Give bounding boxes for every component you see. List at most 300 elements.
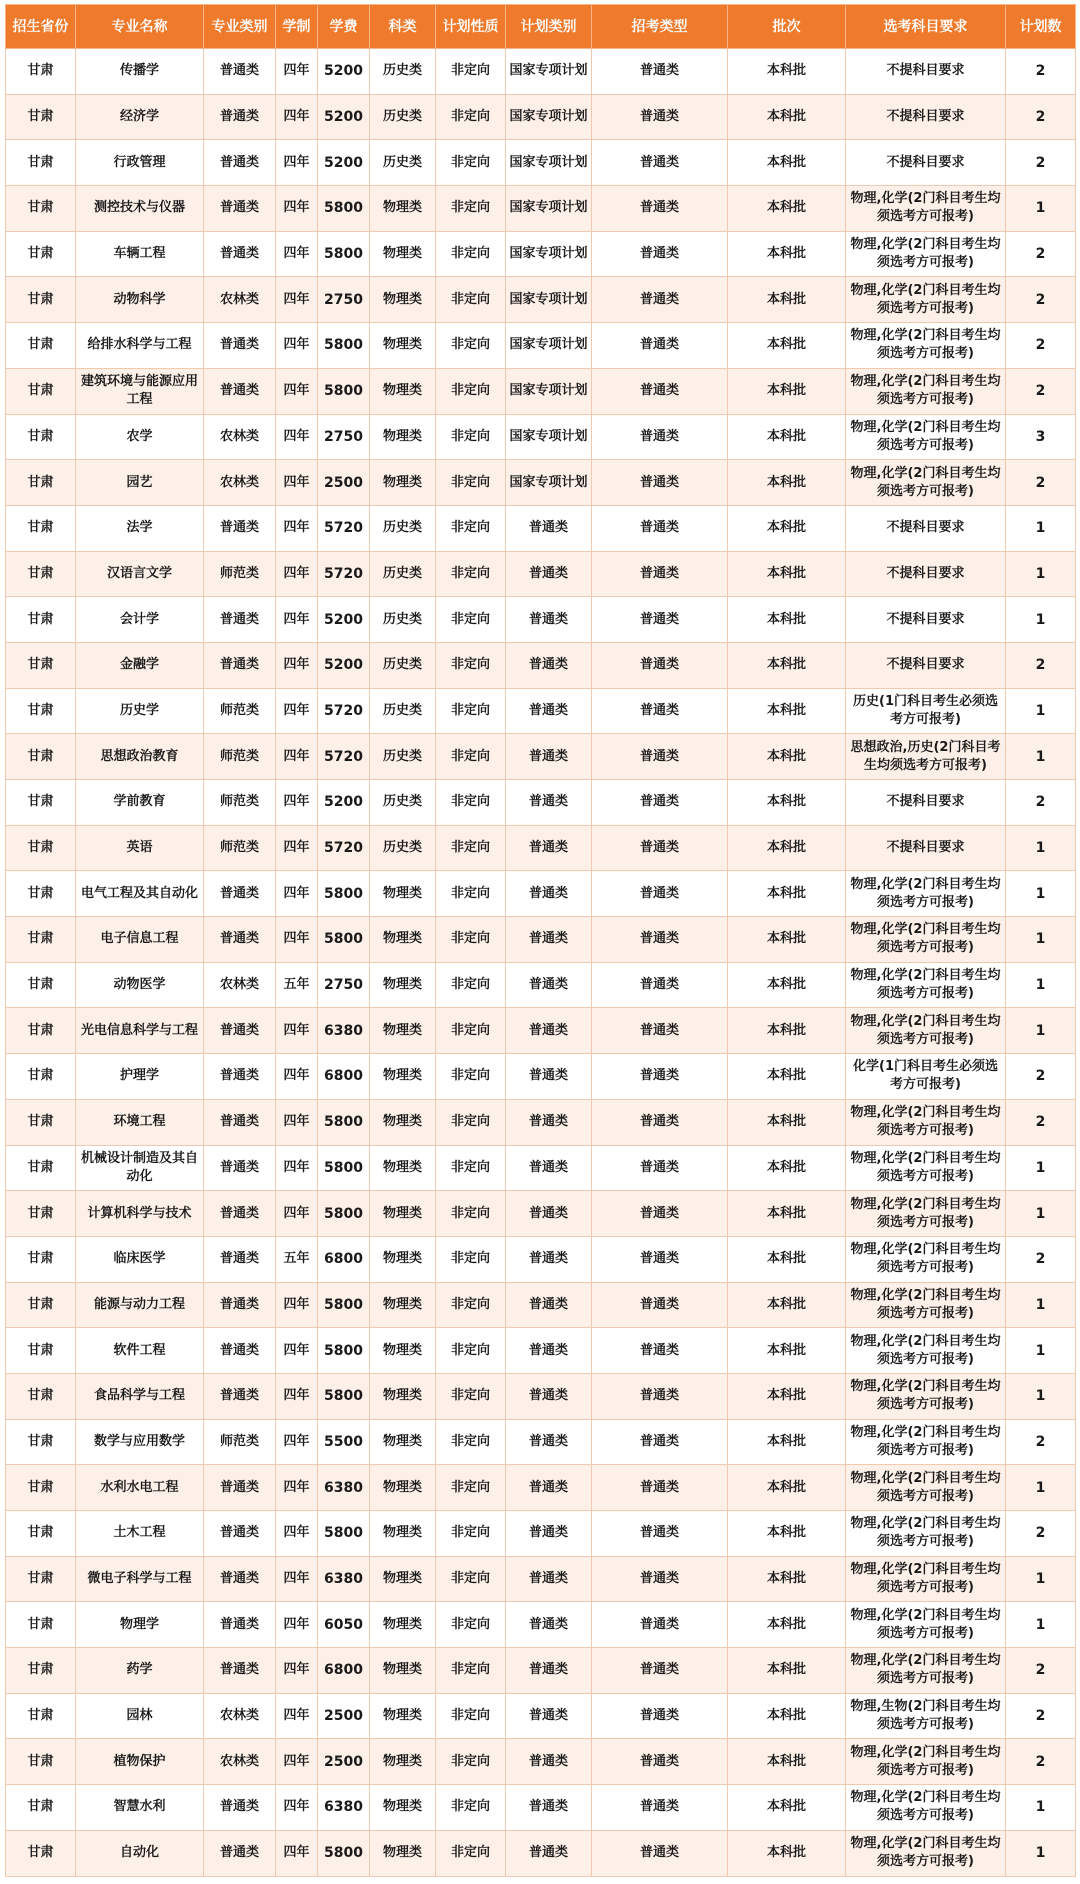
cell-exam-type: 普通类 [592, 871, 728, 917]
cell-major-name: 建筑环境与能源应用工程 [76, 368, 204, 414]
cell-major-category: 师范类 [204, 780, 276, 826]
cell-exam-type: 普通类 [592, 231, 728, 277]
cell-subject-requirement: 物理,生物(2门科目考生均须选考方可报考) [846, 1693, 1006, 1739]
header-plan-count: 计划数 [1006, 5, 1076, 49]
cell-subject-requirement: 不提科目要求 [846, 49, 1006, 95]
cell-province: 甘肃 [6, 1693, 76, 1739]
cell-major-name: 传播学 [76, 49, 204, 95]
cell-major-category: 普通类 [204, 323, 276, 369]
cell-major-category: 普通类 [204, 140, 276, 186]
cell-duration: 四年 [276, 780, 318, 826]
cell-province: 甘肃 [6, 551, 76, 597]
cell-province: 甘肃 [6, 962, 76, 1008]
cell-tuition: 5200 [318, 642, 370, 688]
cell-plan-type: 普通类 [506, 1236, 592, 1282]
cell-exam-type: 普通类 [592, 642, 728, 688]
cell-plan-nature: 非定向 [436, 1054, 506, 1100]
cell-plan-count: 2 [1006, 1419, 1076, 1465]
cell-exam-type: 普通类 [592, 1099, 728, 1145]
cell-plan-nature: 非定向 [436, 140, 506, 186]
cell-major-category: 师范类 [204, 1419, 276, 1465]
cell-exam-type: 普通类 [592, 1054, 728, 1100]
cell-subject-track: 物理类 [370, 1511, 436, 1557]
cell-exam-type: 普通类 [592, 1739, 728, 1785]
cell-tuition: 6800 [318, 1236, 370, 1282]
cell-major-category: 师范类 [204, 688, 276, 734]
cell-exam-type: 普通类 [592, 1511, 728, 1557]
table-row [6, 871, 1076, 917]
cell-tuition: 5200 [318, 780, 370, 826]
admission-plan-table [5, 4, 1076, 1877]
cell-plan-nature: 非定向 [436, 1511, 506, 1557]
cell-duration: 四年 [276, 368, 318, 414]
table-row [6, 1648, 1076, 1694]
cell-major-category: 普通类 [204, 642, 276, 688]
cell-batch: 本科批 [728, 1054, 846, 1100]
cell-plan-type: 普通类 [506, 1511, 592, 1557]
cell-major-category: 普通类 [204, 1328, 276, 1374]
cell-duration: 四年 [276, 1465, 318, 1511]
cell-subject-track: 物理类 [370, 1602, 436, 1648]
cell-major-category: 普通类 [204, 1465, 276, 1511]
cell-plan-nature: 非定向 [436, 1373, 506, 1419]
cell-major-category: 普通类 [204, 1236, 276, 1282]
cell-subject-track: 物理类 [370, 1099, 436, 1145]
cell-major-name: 电子信息工程 [76, 917, 204, 963]
cell-plan-count: 1 [1006, 1282, 1076, 1328]
cell-major-name: 软件工程 [76, 1328, 204, 1374]
cell-province: 甘肃 [6, 140, 76, 186]
cell-plan-type: 普通类 [506, 1419, 592, 1465]
cell-major-name: 法学 [76, 505, 204, 551]
cell-exam-type: 普通类 [592, 1556, 728, 1602]
header-subject-requirement: 选考科目要求 [846, 5, 1006, 49]
cell-plan-nature: 非定向 [436, 780, 506, 826]
cell-plan-type: 普通类 [506, 871, 592, 917]
table-row [6, 414, 1076, 460]
cell-plan-nature: 非定向 [436, 231, 506, 277]
cell-major-category: 师范类 [204, 825, 276, 871]
cell-subject-track: 物理类 [370, 1373, 436, 1419]
cell-subject-track: 物理类 [370, 1830, 436, 1876]
cell-plan-nature: 非定向 [436, 1191, 506, 1237]
cell-subject-track: 物理类 [370, 1648, 436, 1694]
cell-tuition: 2500 [318, 460, 370, 506]
cell-exam-type: 普通类 [592, 140, 728, 186]
cell-batch: 本科批 [728, 1830, 846, 1876]
cell-major-category: 普通类 [204, 231, 276, 277]
cell-plan-count: 1 [1006, 186, 1076, 232]
cell-major-category: 农林类 [204, 414, 276, 460]
cell-plan-type: 国家专项计划 [506, 94, 592, 140]
cell-major-name: 计算机科学与技术 [76, 1191, 204, 1237]
table-header [6, 5, 1076, 49]
table-row [6, 917, 1076, 963]
cell-major-category: 师范类 [204, 734, 276, 780]
cell-province: 甘肃 [6, 1511, 76, 1557]
cell-plan-nature: 非定向 [436, 1008, 506, 1054]
cell-batch: 本科批 [728, 368, 846, 414]
cell-duration: 四年 [276, 231, 318, 277]
cell-major-category: 普通类 [204, 1785, 276, 1831]
cell-major-category: 普通类 [204, 917, 276, 963]
table-row [6, 49, 1076, 95]
cell-subject-requirement: 物理,化学(2门科目考生均须选考方可报考) [846, 1282, 1006, 1328]
cell-major-name: 金融学 [76, 642, 204, 688]
table-row [6, 323, 1076, 369]
cell-plan-type: 国家专项计划 [506, 49, 592, 95]
cell-province: 甘肃 [6, 642, 76, 688]
cell-major-name: 会计学 [76, 597, 204, 643]
cell-duration: 五年 [276, 1236, 318, 1282]
cell-exam-type: 普通类 [592, 1282, 728, 1328]
cell-major-category: 普通类 [204, 505, 276, 551]
table-body [6, 49, 1076, 1877]
cell-major-name: 药学 [76, 1648, 204, 1694]
header-row [6, 5, 1076, 49]
table-row [6, 1373, 1076, 1419]
cell-plan-count: 1 [1006, 1465, 1076, 1511]
cell-subject-track: 物理类 [370, 917, 436, 963]
cell-batch: 本科批 [728, 780, 846, 826]
cell-plan-nature: 非定向 [436, 1693, 506, 1739]
cell-subject-track: 物理类 [370, 962, 436, 1008]
cell-exam-type: 普通类 [592, 597, 728, 643]
cell-subject-track: 物理类 [370, 277, 436, 323]
cell-plan-count: 2 [1006, 1054, 1076, 1100]
table-row [6, 140, 1076, 186]
cell-batch: 本科批 [728, 1511, 846, 1557]
cell-batch: 本科批 [728, 1556, 846, 1602]
cell-major-name: 学前教育 [76, 780, 204, 826]
cell-plan-nature: 非定向 [436, 1739, 506, 1785]
cell-subject-requirement: 物理,化学(2门科目考生均须选考方可报考) [846, 962, 1006, 1008]
cell-subject-requirement: 不提科目要求 [846, 505, 1006, 551]
cell-province: 甘肃 [6, 49, 76, 95]
cell-tuition: 6380 [318, 1465, 370, 1511]
cell-plan-count: 2 [1006, 277, 1076, 323]
table-row [6, 1556, 1076, 1602]
cell-batch: 本科批 [728, 1693, 846, 1739]
cell-subject-track: 历史类 [370, 597, 436, 643]
cell-subject-track: 物理类 [370, 1465, 436, 1511]
cell-exam-type: 普通类 [592, 962, 728, 1008]
cell-province: 甘肃 [6, 1054, 76, 1100]
cell-batch: 本科批 [728, 688, 846, 734]
cell-tuition: 6380 [318, 1785, 370, 1831]
cell-subject-track: 物理类 [370, 1419, 436, 1465]
cell-major-category: 普通类 [204, 1648, 276, 1694]
cell-duration: 四年 [276, 597, 318, 643]
cell-subject-requirement: 物理,化学(2门科目考生均须选考方可报考) [846, 1556, 1006, 1602]
cell-duration: 四年 [276, 414, 318, 460]
cell-subject-track: 物理类 [370, 1236, 436, 1282]
cell-duration: 四年 [276, 1693, 318, 1739]
table-row [6, 780, 1076, 826]
cell-duration: 五年 [276, 962, 318, 1008]
cell-duration: 四年 [276, 871, 318, 917]
cell-plan-nature: 非定向 [436, 1145, 506, 1191]
cell-major-category: 普通类 [204, 1373, 276, 1419]
header-plan-nature: 计划性质 [436, 5, 506, 49]
cell-plan-type: 普通类 [506, 917, 592, 963]
cell-plan-count: 2 [1006, 140, 1076, 186]
cell-province: 甘肃 [6, 871, 76, 917]
cell-batch: 本科批 [728, 323, 846, 369]
cell-major-category: 普通类 [204, 186, 276, 232]
cell-tuition: 5800 [318, 1099, 370, 1145]
cell-plan-type: 普通类 [506, 1648, 592, 1694]
cell-batch: 本科批 [728, 460, 846, 506]
cell-major-name: 土木工程 [76, 1511, 204, 1557]
cell-exam-type: 普通类 [592, 1008, 728, 1054]
cell-plan-nature: 非定向 [436, 1465, 506, 1511]
cell-plan-type: 普通类 [506, 1739, 592, 1785]
cell-subject-requirement: 物理,化学(2门科目考生均须选考方可报考) [846, 277, 1006, 323]
cell-subject-requirement: 物理,化学(2门科目考生均须选考方可报考) [846, 1648, 1006, 1694]
cell-plan-nature: 非定向 [436, 1099, 506, 1145]
cell-plan-count: 2 [1006, 1236, 1076, 1282]
cell-province: 甘肃 [6, 1328, 76, 1374]
cell-exam-type: 普通类 [592, 917, 728, 963]
cell-batch: 本科批 [728, 551, 846, 597]
cell-major-name: 水利水电工程 [76, 1465, 204, 1511]
cell-tuition: 5720 [318, 825, 370, 871]
cell-duration: 四年 [276, 94, 318, 140]
cell-subject-track: 物理类 [370, 1556, 436, 1602]
cell-plan-nature: 非定向 [436, 414, 506, 460]
cell-tuition: 5720 [318, 551, 370, 597]
cell-subject-requirement: 物理,化学(2门科目考生均须选考方可报考) [846, 1602, 1006, 1648]
cell-major-name: 历史学 [76, 688, 204, 734]
cell-tuition: 5720 [318, 734, 370, 780]
cell-plan-type: 普通类 [506, 780, 592, 826]
cell-subject-requirement: 不提科目要求 [846, 780, 1006, 826]
cell-exam-type: 普通类 [592, 323, 728, 369]
cell-batch: 本科批 [728, 871, 846, 917]
cell-plan-count: 1 [1006, 917, 1076, 963]
cell-exam-type: 普通类 [592, 1236, 728, 1282]
cell-major-name: 机械设计制造及其自动化 [76, 1145, 204, 1191]
cell-province: 甘肃 [6, 460, 76, 506]
cell-plan-count: 1 [1006, 871, 1076, 917]
cell-major-name: 电气工程及其自动化 [76, 871, 204, 917]
cell-plan-type: 国家专项计划 [506, 323, 592, 369]
cell-batch: 本科批 [728, 1282, 846, 1328]
cell-batch: 本科批 [728, 1739, 846, 1785]
cell-province: 甘肃 [6, 505, 76, 551]
cell-plan-nature: 非定向 [436, 368, 506, 414]
cell-duration: 四年 [276, 551, 318, 597]
cell-plan-nature: 非定向 [436, 1648, 506, 1694]
cell-exam-type: 普通类 [592, 1419, 728, 1465]
cell-plan-nature: 非定向 [436, 1236, 506, 1282]
table-row [6, 1099, 1076, 1145]
cell-subject-track: 历史类 [370, 505, 436, 551]
cell-exam-type: 普通类 [592, 414, 728, 460]
cell-subject-requirement: 物理,化学(2门科目考生均须选考方可报考) [846, 1099, 1006, 1145]
cell-subject-requirement: 不提科目要求 [846, 597, 1006, 643]
cell-exam-type: 普通类 [592, 94, 728, 140]
cell-batch: 本科批 [728, 1602, 846, 1648]
cell-major-category: 农林类 [204, 1693, 276, 1739]
cell-exam-type: 普通类 [592, 49, 728, 95]
cell-major-category: 普通类 [204, 1511, 276, 1557]
cell-exam-type: 普通类 [592, 505, 728, 551]
cell-major-category: 普通类 [204, 871, 276, 917]
cell-plan-type: 普通类 [506, 597, 592, 643]
cell-duration: 四年 [276, 186, 318, 232]
cell-batch: 本科批 [728, 94, 846, 140]
cell-plan-type: 普通类 [506, 825, 592, 871]
cell-plan-nature: 非定向 [436, 1785, 506, 1831]
cell-tuition: 2750 [318, 414, 370, 460]
cell-plan-type: 普通类 [506, 551, 592, 597]
cell-exam-type: 普通类 [592, 1785, 728, 1831]
cell-plan-type: 国家专项计划 [506, 231, 592, 277]
cell-batch: 本科批 [728, 734, 846, 780]
cell-exam-type: 普通类 [592, 1373, 728, 1419]
cell-major-category: 普通类 [204, 49, 276, 95]
cell-major-name: 植物保护 [76, 1739, 204, 1785]
cell-tuition: 5720 [318, 688, 370, 734]
cell-subject-requirement: 化学(1门科目考生必须选考方可报考) [846, 1054, 1006, 1100]
cell-subject-track: 物理类 [370, 186, 436, 232]
cell-plan-type: 普通类 [506, 1373, 592, 1419]
cell-subject-track: 物理类 [370, 231, 436, 277]
cell-major-category: 普通类 [204, 1556, 276, 1602]
cell-batch: 本科批 [728, 1648, 846, 1694]
cell-plan-count: 1 [1006, 1008, 1076, 1054]
cell-province: 甘肃 [6, 1419, 76, 1465]
cell-duration: 四年 [276, 323, 318, 369]
cell-subject-track: 物理类 [370, 871, 436, 917]
cell-batch: 本科批 [728, 642, 846, 688]
cell-duration: 四年 [276, 1282, 318, 1328]
cell-exam-type: 普通类 [592, 460, 728, 506]
cell-plan-type: 国家专项计划 [506, 277, 592, 323]
cell-province: 甘肃 [6, 1830, 76, 1876]
cell-tuition: 5800 [318, 917, 370, 963]
cell-plan-count: 1 [1006, 1373, 1076, 1419]
cell-major-category: 普通类 [204, 94, 276, 140]
cell-plan-count: 2 [1006, 1648, 1076, 1694]
cell-tuition: 5800 [318, 1373, 370, 1419]
cell-tuition: 5800 [318, 368, 370, 414]
cell-tuition: 5200 [318, 140, 370, 186]
cell-plan-nature: 非定向 [436, 1328, 506, 1374]
cell-province: 甘肃 [6, 1282, 76, 1328]
cell-major-name: 能源与动力工程 [76, 1282, 204, 1328]
table-row [6, 1602, 1076, 1648]
cell-duration: 四年 [276, 1419, 318, 1465]
cell-tuition: 5800 [318, 1282, 370, 1328]
cell-duration: 四年 [276, 688, 318, 734]
cell-major-name: 智慧水利 [76, 1785, 204, 1831]
cell-province: 甘肃 [6, 1602, 76, 1648]
cell-tuition: 6800 [318, 1648, 370, 1694]
header-major-name: 专业名称 [76, 5, 204, 49]
cell-subject-requirement: 物理,化学(2门科目考生均须选考方可报考) [846, 1373, 1006, 1419]
cell-plan-count: 2 [1006, 323, 1076, 369]
cell-plan-count: 1 [1006, 962, 1076, 1008]
cell-plan-count: 1 [1006, 1191, 1076, 1237]
cell-plan-count: 1 [1006, 825, 1076, 871]
cell-province: 甘肃 [6, 780, 76, 826]
cell-subject-requirement: 物理,化学(2门科目考生均须选考方可报考) [846, 1008, 1006, 1054]
cell-duration: 四年 [276, 1328, 318, 1374]
cell-province: 甘肃 [6, 825, 76, 871]
cell-plan-nature: 非定向 [436, 825, 506, 871]
cell-subject-track: 物理类 [370, 1054, 436, 1100]
cell-tuition: 2750 [318, 277, 370, 323]
cell-batch: 本科批 [728, 1465, 846, 1511]
cell-batch: 本科批 [728, 1236, 846, 1282]
cell-duration: 四年 [276, 1785, 318, 1831]
cell-plan-count: 1 [1006, 505, 1076, 551]
cell-plan-type: 国家专项计划 [506, 186, 592, 232]
cell-duration: 四年 [276, 734, 318, 780]
cell-exam-type: 普通类 [592, 688, 728, 734]
cell-major-name: 临床医学 [76, 1236, 204, 1282]
cell-duration: 四年 [276, 49, 318, 95]
cell-plan-count: 1 [1006, 1145, 1076, 1191]
cell-plan-count: 2 [1006, 780, 1076, 826]
cell-plan-nature: 非定向 [436, 597, 506, 643]
cell-batch: 本科批 [728, 1419, 846, 1465]
cell-province: 甘肃 [6, 688, 76, 734]
cell-plan-nature: 非定向 [436, 1602, 506, 1648]
cell-province: 甘肃 [6, 94, 76, 140]
cell-province: 甘肃 [6, 1145, 76, 1191]
cell-major-name: 行政管理 [76, 140, 204, 186]
cell-plan-count: 2 [1006, 642, 1076, 688]
cell-duration: 四年 [276, 1602, 318, 1648]
table-row [6, 460, 1076, 506]
table-row [6, 1328, 1076, 1374]
cell-exam-type: 普通类 [592, 1145, 728, 1191]
cell-subject-track: 物理类 [370, 1282, 436, 1328]
cell-plan-type: 普通类 [506, 688, 592, 734]
cell-major-name: 园艺 [76, 460, 204, 506]
cell-major-name: 汉语言文学 [76, 551, 204, 597]
table-row [6, 277, 1076, 323]
cell-plan-type: 普通类 [506, 1054, 592, 1100]
cell-plan-nature: 非定向 [436, 1556, 506, 1602]
cell-subject-requirement: 物理,化学(2门科目考生均须选考方可报考) [846, 1328, 1006, 1374]
cell-exam-type: 普通类 [592, 1602, 728, 1648]
cell-province: 甘肃 [6, 1236, 76, 1282]
cell-plan-nature: 非定向 [436, 1419, 506, 1465]
table-row [6, 1511, 1076, 1557]
cell-subject-requirement: 不提科目要求 [846, 140, 1006, 186]
cell-exam-type: 普通类 [592, 1830, 728, 1876]
cell-major-category: 普通类 [204, 1282, 276, 1328]
cell-plan-count: 1 [1006, 1556, 1076, 1602]
cell-subject-requirement: 不提科目要求 [846, 642, 1006, 688]
table-row [6, 94, 1076, 140]
cell-subject-requirement: 物理,化学(2门科目考生均须选考方可报考) [846, 1511, 1006, 1557]
cell-province: 甘肃 [6, 1099, 76, 1145]
cell-plan-type: 普通类 [506, 642, 592, 688]
cell-major-category: 普通类 [204, 1191, 276, 1237]
cell-exam-type: 普通类 [592, 277, 728, 323]
table-row [6, 231, 1076, 277]
table-row [6, 368, 1076, 414]
cell-subject-requirement: 物理,化学(2门科目考生均须选考方可报考) [846, 917, 1006, 963]
cell-subject-track: 物理类 [370, 323, 436, 369]
cell-duration: 四年 [276, 1145, 318, 1191]
